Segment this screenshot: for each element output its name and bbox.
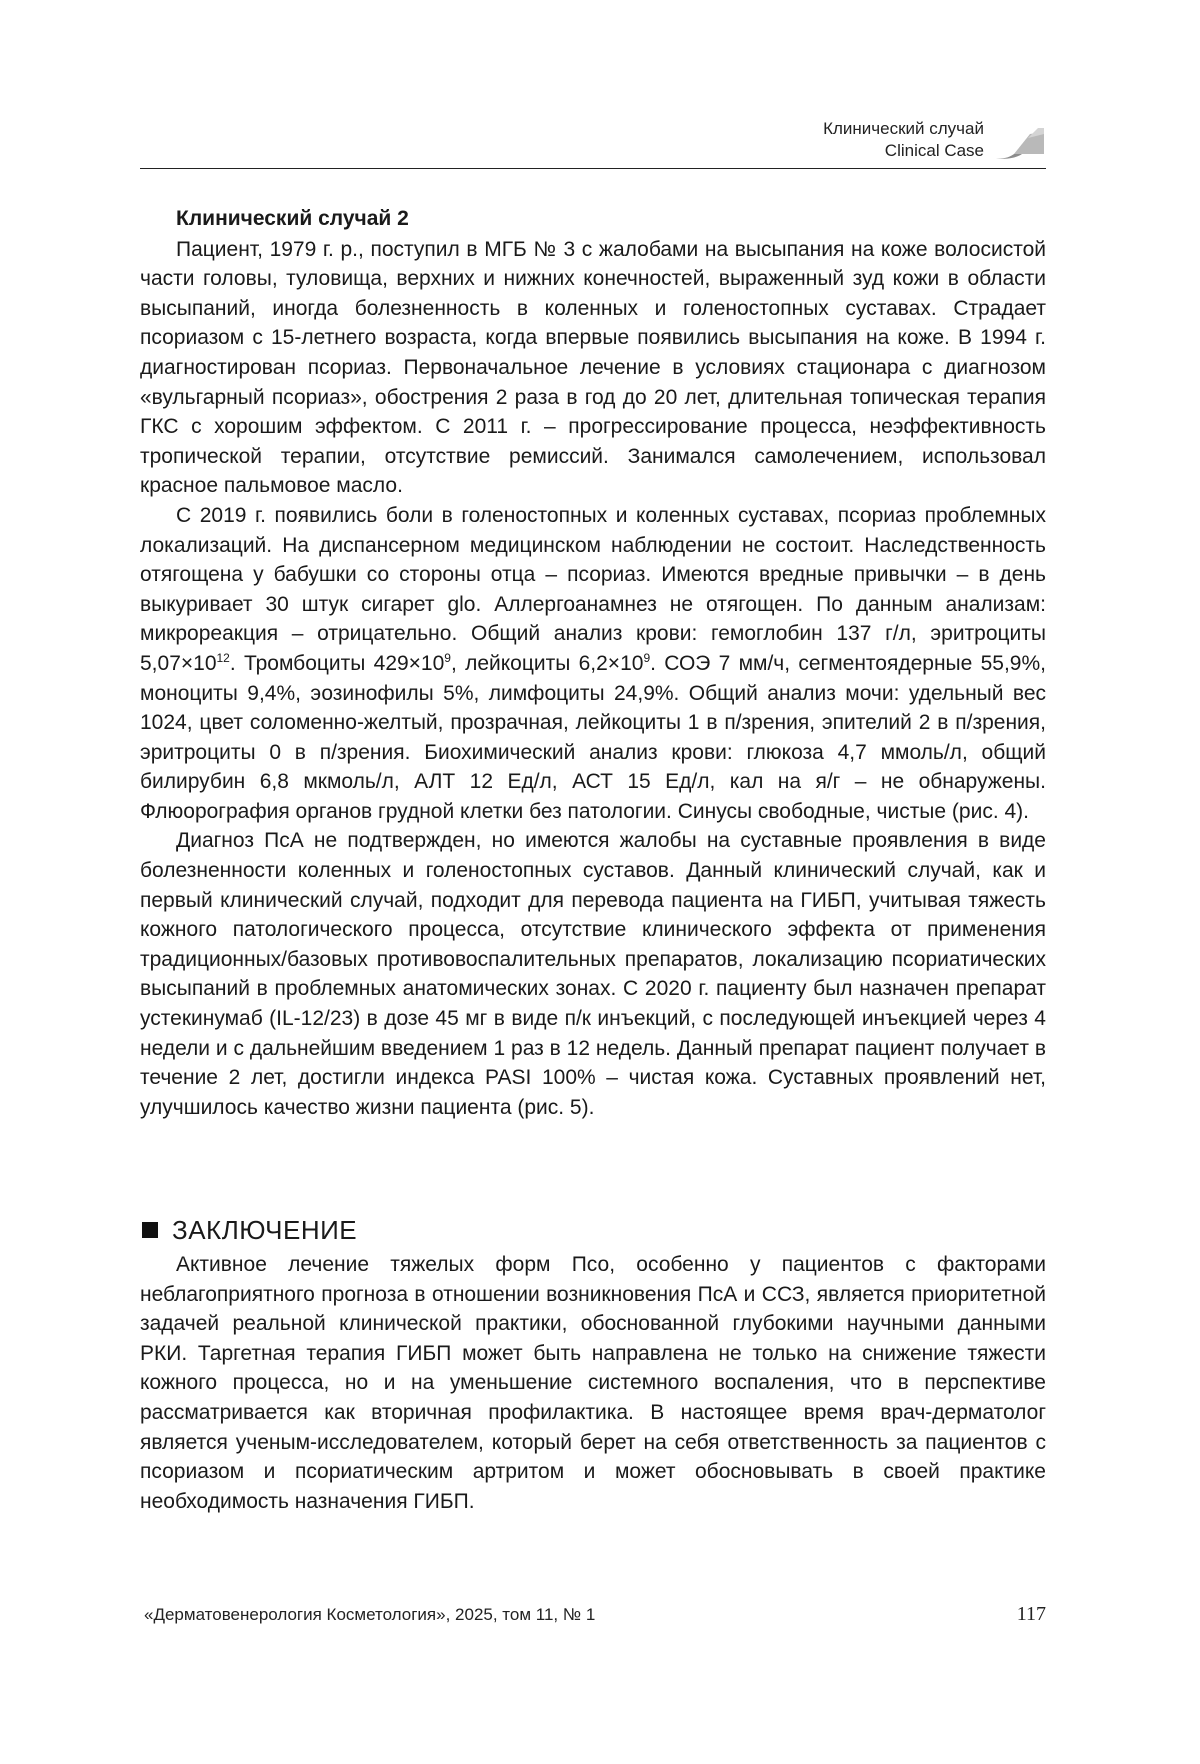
running-head-ru: Клинический случай: [823, 119, 984, 138]
running-head-en: Clinical Case: [884, 141, 984, 160]
page-header: [140, 118, 1046, 169]
case-2-section: [140, 204, 1046, 1122]
case-2-p2-part-d: . СОЭ 7 мм/ч, сегментоядерные 55,9%, моноциты 9,4%, эозинофилы 5%, лимфоциты 24,9%. Общий анализ мочи: удельный вес 1024, цвет соломенно-желтый, прозрачная, лейкоциты 1 в п/зрения, эпителий 2 в п/зрения, эритроциты 0 в п/зрения. Биохимический анализ крови: глюкоза 4,7 ммоль/л, общий билирубин 6,8 мкмоль/л, АЛТ 12 Ед/л, АСТ 15 Ед/л, кал на я/г – не обнаружены. Флюорография органов грудной клетки без патологии. Синусы свободные, чистые (рис. 4).: [140, 651, 1046, 823]
case-2-p2-part-a: С 2019 г. появились боли в голеностопных и коленных суставах, псориаз проблемных локализаций. На диспансерном медицинском наблюдении не состоит. Наследственность отягощена у бабушки со стороны отца – псориаз. Имеются вредные привычки – в день выкуривает 30 штук сигарет glo. Аллергоанамнез не отягощен. По данным анализам: микрореакция – отрицательно. Общий анализ крови: гемоглобин 137 г/л, эритроциты 5,07×10: [140, 503, 1046, 675]
journal-citation: «Дерматовенерология Косметология», 2025, том 11, № 1: [144, 1605, 596, 1624]
erythrocyte-exponent: 12: [216, 650, 230, 665]
conclusion-title: ЗАКЛЮЧЕНИЕ: [172, 1215, 358, 1245]
running-head: [823, 118, 984, 162]
case-2-paragraph-2: [140, 501, 1046, 827]
case-2-p2-part-c: , лейкоциты 6,2×10: [450, 651, 644, 675]
case-2-paragraph-3: Диагноз ПсА не подтвержден, но имеются жалобы на суставные проявления в виде болезненности коленных и голеностопных суставов. Данный клинический случай, как и первый клинический случай, подходит для перевода пациента на ГИБП, учитывая тяжесть кожного патологического процесса, отсутствие клинического эффекта от применения традиционных/базовых противовоспалительных препаратов, локализацию псориатических высыпаний в проблемных анатомических зонах. С 2020 г. пациенту был назначен препарат устекинумаб (IL-12/23) в дозе 45 мг в виде п/к инъекций, с последующей инъекцией через 4 недели и с дальнейшим введением 1 раз в 12 недель. Данный препарат пациент получает в течение 2 лет, достигли индекса PASI 100% – чистая кожа. Суставных проявлений нет, улучшилось качество жизни пациента (рис. 5).: [140, 829, 1046, 1119]
case-2-paragraph-1: Пациент, 1979 г. р., поступил в МГБ № 3 с жалобами на высыпания на коже волосистой части головы, туловища, верхних и нижних конечностей, выраженный зуд кожи в области высыпаний, иногда болезненность в коленных и голеностопных суставах. Страдает псориазом с 15-летнего возраста, когда впервые появились высыпания на коже. В 1994 г. диагностирован псориаз. Первоначальное лечение в условиях стационара с диагнозом «вульгарный псориаз», обострения 2 раза в год до 20 лет, длительная топическая терапия ГКС с хорошим эффектом. С 2011 г. – прогрессирование процесса, неэффективность тропической терапии, отсутствие ремиссий. Занимался самолечением, использовал красное пальмовое масло.: [140, 237, 1046, 498]
conclusion-heading: [140, 1214, 1046, 1246]
square-bullet-icon: [142, 1222, 158, 1238]
journal-logo-icon: [994, 124, 1046, 162]
case-2-heading: Клинический случай 2: [176, 207, 409, 230]
page-number: 117: [1016, 1603, 1046, 1625]
platelet-exponent: 9: [444, 650, 451, 665]
conclusion-section: [140, 1214, 1046, 1516]
leukocyte-exponent: 9: [643, 650, 651, 665]
conclusion-paragraph: Активное лечение тяжелых форм Псо, особенно у пациентов с факторами неблагоприятного прогноза в отношении возникновения ПсА и ССЗ, является приоритетной задачей реальной клинической практики, обоснованной глубокими научными данными РКИ. Таргетная терапия ГИБП может быть направлена не только на снижение тяжести кожного процесса, но и на уменьшение системного воспаления, что в перспективе рассматривается как вторичная профилактика. В настоящее время врач-дерматолог является ученым-исследователем, который берет на себя ответственность за пациентов с псориазом и псориатическим артритом и может обосновывать в своей практике необходимость назначения ГИБП.: [140, 1253, 1046, 1513]
page-footer: [140, 1603, 1046, 1629]
case-2-p2-part-b: . Тромбоциты 429×10: [229, 651, 445, 675]
